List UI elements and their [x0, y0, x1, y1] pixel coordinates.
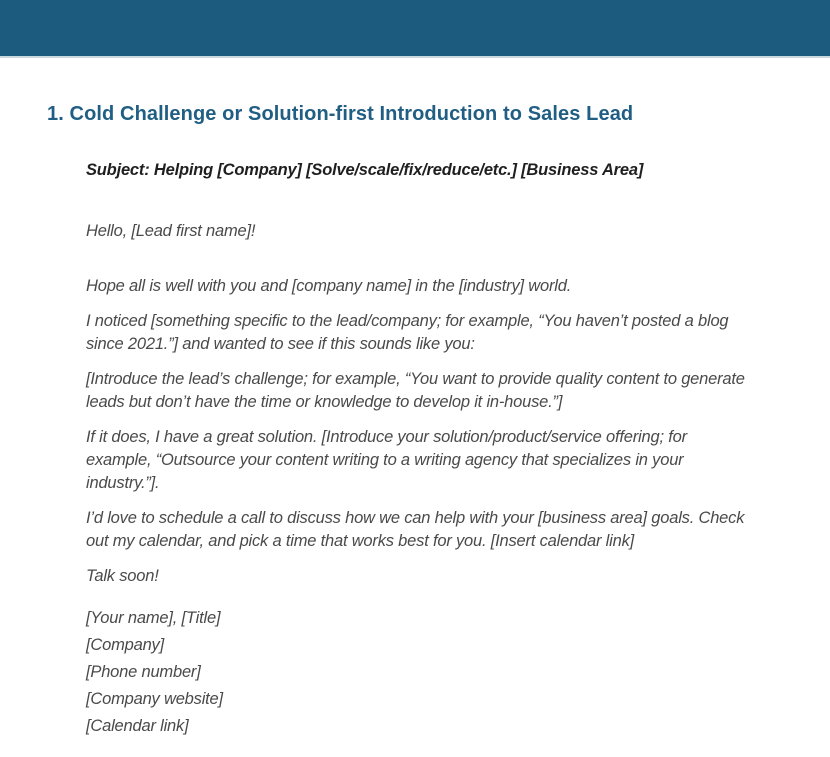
signature-line: [Calendar link] [86, 717, 189, 735]
signature-line: [Company] [86, 636, 164, 654]
signature-line: [Your name], [Title] [86, 609, 221, 627]
email-template [86, 159, 754, 740]
email-paragraph: Hope all is well with you and [company name] in the [industry] world. [86, 277, 572, 295]
email-signature [86, 605, 754, 740]
email-paragraph: I noticed [something specific to the lead/company; for example, “You haven’t posted a blog since 2021.”] and wanted to see if this sounds like you: [86, 312, 729, 353]
email-closing: Talk soon! [86, 567, 159, 585]
email-paragraph: I’d love to schedule a call to discuss how we can help with your [business area] goals. Check out my calendar, and pick a time that works best for you. [Insert calendar link] [86, 509, 745, 550]
email-greeting: Hello, [Lead first name]! [86, 222, 256, 240]
document-page [0, 58, 830, 740]
email-paragraph: If it does, I have a great solution. [Introduce your solution/product/service offering; for example, “Outsource your content writing to a writing agency that specializes in your industry.”]. [86, 428, 687, 492]
section-heading: 1. Cold Challenge or Solution-first Introduction to Sales Lead [47, 103, 634, 125]
signature-line: [Phone number] [86, 663, 201, 681]
email-subject-line: Subject: Helping [Company] [Solve/scale/fix/reduce/etc.] [Business Area] [86, 161, 644, 179]
header-bar [0, 0, 830, 58]
signature-line: [Company website] [86, 690, 223, 708]
email-paragraph: [Introduce the lead’s challenge; for example, “You want to provide quality content to generate leads but don’t have the time or knowledge to develop it in-house.”] [86, 370, 745, 411]
